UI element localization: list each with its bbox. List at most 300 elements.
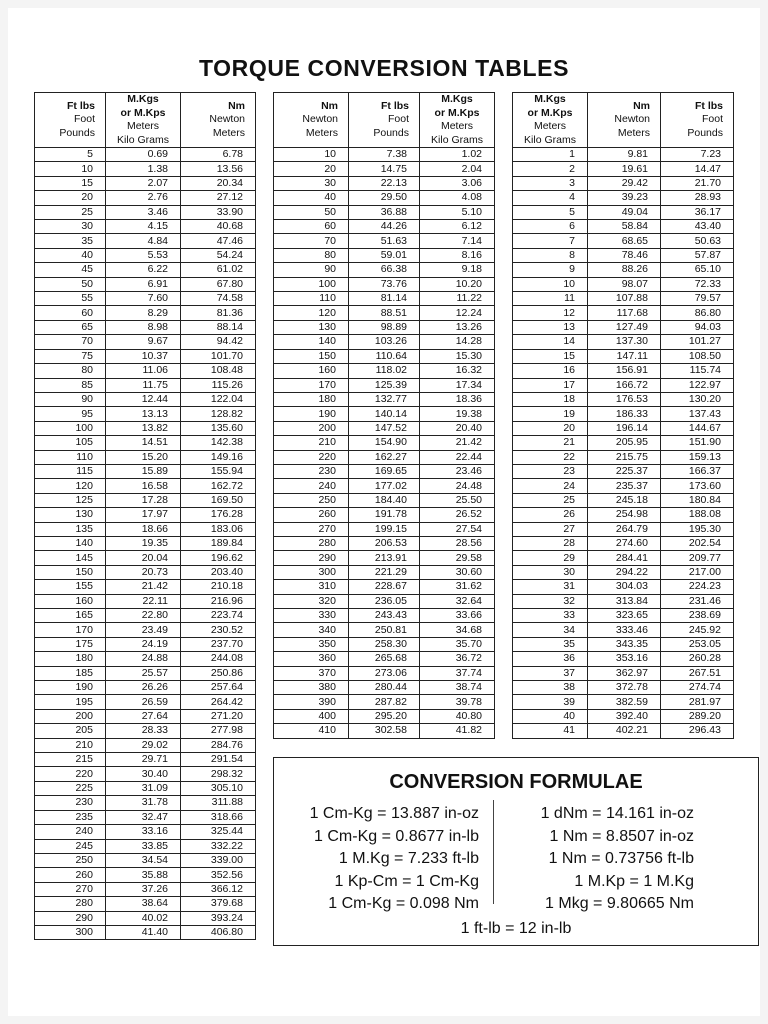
table-cell: 0.69 xyxy=(106,148,181,162)
table-cell: 16.58 xyxy=(106,479,181,493)
table-cell: 267.51 xyxy=(661,666,734,680)
table-cell: 330 xyxy=(274,609,349,623)
table-cell: 352.56 xyxy=(181,868,256,882)
table-cell: 7 xyxy=(513,234,588,248)
table-cell: 277.98 xyxy=(181,724,256,738)
table-cell: 26.52 xyxy=(420,508,495,522)
table-cell: 166.72 xyxy=(588,378,661,392)
table-cell: 270 xyxy=(35,882,106,896)
table-row xyxy=(274,320,495,334)
table-row xyxy=(274,508,495,522)
table-cell: 15.30 xyxy=(420,349,495,363)
table-cell: 21.70 xyxy=(661,176,734,190)
table-cell: 94.03 xyxy=(661,320,734,334)
table-cell: 244.08 xyxy=(181,652,256,666)
table-cell: 29.42 xyxy=(588,176,661,190)
table-cell: 68.65 xyxy=(588,234,661,248)
table-cell: 81.36 xyxy=(181,306,256,320)
table-cell: 235.37 xyxy=(588,479,661,493)
table-cell: 270 xyxy=(274,522,349,536)
table-cell: 6.12 xyxy=(420,220,495,234)
table-cell: 13.13 xyxy=(106,407,181,421)
table-cell: 137.43 xyxy=(661,407,734,421)
table-cell: 392.40 xyxy=(588,709,661,723)
column-header-line: or M.Kps xyxy=(527,106,573,119)
table-cell: 235 xyxy=(35,810,106,824)
table-cell: 11 xyxy=(513,292,588,306)
table-row xyxy=(274,666,495,680)
table-cell: 26.26 xyxy=(106,681,181,695)
table-cell: 240 xyxy=(35,825,106,839)
table-cell: 21 xyxy=(513,436,588,450)
table-cell: 240 xyxy=(274,479,349,493)
table-cell: 5.10 xyxy=(420,205,495,219)
table-cell: 101.70 xyxy=(181,349,256,363)
table-cell: 38 xyxy=(513,681,588,695)
formula-line: 1 Cm-Kg = 0.8677 in-lb xyxy=(314,827,479,845)
table-cell: 25.50 xyxy=(420,493,495,507)
formula-line: 1 M.Kg = 7.233 ft-lb xyxy=(338,850,479,867)
table-row xyxy=(35,637,256,651)
table-cell: 11.22 xyxy=(420,292,495,306)
table-cell: 380 xyxy=(274,681,349,695)
table-cell: 199.15 xyxy=(349,522,420,536)
table-row xyxy=(35,652,256,666)
table-cell: 7.38 xyxy=(349,148,420,162)
table-cell: 3.06 xyxy=(420,176,495,190)
table-cell: 210 xyxy=(35,738,106,752)
table-cell: 13.26 xyxy=(420,320,495,334)
table-cell: 8.29 xyxy=(106,306,181,320)
table-row xyxy=(513,695,734,709)
table-cell: 28 xyxy=(513,536,588,550)
table-cell: 27.12 xyxy=(181,191,256,205)
table-row xyxy=(35,335,256,349)
table-row xyxy=(513,522,734,536)
table-cell: 57.87 xyxy=(661,248,734,262)
table-cell: 25.57 xyxy=(106,666,181,680)
table-row xyxy=(274,637,495,651)
column-header xyxy=(420,93,495,148)
table-row xyxy=(35,378,256,392)
table-cell: 14.51 xyxy=(106,436,181,450)
table-cell: 20 xyxy=(274,162,349,176)
column-header-line: Ft lbs xyxy=(67,99,95,112)
table-cell: 88.51 xyxy=(349,306,420,320)
column-header xyxy=(661,93,734,148)
table-row xyxy=(513,364,734,378)
column-header-line: Pounds xyxy=(373,126,409,139)
table-cell: 221.29 xyxy=(349,565,420,579)
table-cell: 95 xyxy=(35,407,106,421)
table-cell: 18.36 xyxy=(420,392,495,406)
table-cell: 10 xyxy=(35,162,106,176)
formulae-title: CONVERSION FORMULAE xyxy=(389,771,643,793)
table-cell: 108.50 xyxy=(661,349,734,363)
table-cell: 29.58 xyxy=(420,551,495,565)
table-cell: 196.14 xyxy=(588,421,661,435)
table-row xyxy=(35,191,256,205)
table-cell: 280 xyxy=(35,897,106,911)
column-header-line: Meters xyxy=(212,126,245,139)
table-cell: 98.07 xyxy=(588,277,661,291)
table-cell: 43.40 xyxy=(661,220,734,234)
table-cell: 150 xyxy=(274,349,349,363)
table-cell: 23.49 xyxy=(106,623,181,637)
table-row xyxy=(274,162,495,176)
table-row xyxy=(513,234,734,248)
table-cell: 29.71 xyxy=(106,753,181,767)
table-row xyxy=(513,724,734,738)
table-cell: 184.40 xyxy=(349,493,420,507)
table-row xyxy=(274,364,495,378)
table-cell: 29.50 xyxy=(349,191,420,205)
column-header-line: Newton xyxy=(209,113,245,126)
table-cell: 110.64 xyxy=(349,349,420,363)
table-cell: 180.84 xyxy=(661,493,734,507)
table-row xyxy=(35,839,256,853)
table-row xyxy=(274,450,495,464)
table-cell: 147.11 xyxy=(588,349,661,363)
table-cell: 140.14 xyxy=(349,407,420,421)
table-row xyxy=(35,248,256,262)
table-cell: 236.05 xyxy=(349,594,420,608)
table-row xyxy=(35,551,256,565)
table-cell: 130.20 xyxy=(661,392,734,406)
table-cell: 15.89 xyxy=(106,464,181,478)
table-cell: 155 xyxy=(35,580,106,594)
table-cell: 107.88 xyxy=(588,292,661,306)
table-row xyxy=(35,234,256,248)
table-cell: 274.74 xyxy=(661,681,734,695)
table-cell: 28.93 xyxy=(661,191,734,205)
table-cell: 250.86 xyxy=(181,666,256,680)
table-cell: 25 xyxy=(35,205,106,219)
table-cell: 38.64 xyxy=(106,897,181,911)
table-row xyxy=(513,421,734,435)
table-cell: 90 xyxy=(35,392,106,406)
page-title: TORQUE CONVERSION TABLES xyxy=(198,55,570,81)
table-row xyxy=(35,220,256,234)
table-cell: 350 xyxy=(274,637,349,651)
table-cell: 90 xyxy=(274,263,349,277)
table-cell: 6.22 xyxy=(106,263,181,277)
table-cell: 353.16 xyxy=(588,652,661,666)
table-cell: 24 xyxy=(513,479,588,493)
table-cell: 75 xyxy=(35,349,106,363)
table-row xyxy=(274,421,495,435)
table-cell: 4.15 xyxy=(106,220,181,234)
table-cell: 10 xyxy=(513,277,588,291)
table-cell: 402.21 xyxy=(588,724,661,738)
table-cell: 186.33 xyxy=(588,407,661,421)
table-cell: 13 xyxy=(513,320,588,334)
table-cell: 61.02 xyxy=(181,263,256,277)
table-cell: 50 xyxy=(274,205,349,219)
table-row xyxy=(35,508,256,522)
table-cell: 145 xyxy=(35,551,106,565)
table-cell: 228.67 xyxy=(349,580,420,594)
table-cell: 230.52 xyxy=(181,623,256,637)
table-cell: 213.91 xyxy=(349,551,420,565)
table-cell: 135.60 xyxy=(181,421,256,435)
table-cell: 362.97 xyxy=(588,666,661,680)
table-cell: 205 xyxy=(35,724,106,738)
table-row xyxy=(513,652,734,666)
table-cell: 200 xyxy=(35,709,106,723)
table-cell: 29 xyxy=(513,551,588,565)
table-cell: 31.78 xyxy=(106,796,181,810)
table-cell: 40.80 xyxy=(420,709,495,723)
table-cell: 237.70 xyxy=(181,637,256,651)
table-row xyxy=(274,536,495,550)
table-row xyxy=(35,781,256,795)
table-cell: 190 xyxy=(274,407,349,421)
table-cell: 135 xyxy=(35,522,106,536)
table-cell: 366.12 xyxy=(181,882,256,896)
table-cell: 284.41 xyxy=(588,551,661,565)
table-cell: 128.82 xyxy=(181,407,256,421)
table-cell: 180 xyxy=(35,652,106,666)
table-cell: 15 xyxy=(35,176,106,190)
table-row xyxy=(274,436,495,450)
table-cell: 8.98 xyxy=(106,320,181,334)
table-row xyxy=(513,335,734,349)
column-header-line: Meters xyxy=(440,120,474,132)
table-cell: 30 xyxy=(35,220,106,234)
table-cell: 39.78 xyxy=(420,695,495,709)
table-row xyxy=(513,306,734,320)
table-row xyxy=(35,421,256,435)
table-cell: 58.84 xyxy=(588,220,661,234)
table-row xyxy=(513,580,734,594)
table-row xyxy=(513,220,734,234)
table-row xyxy=(35,623,256,637)
table-cell: 19 xyxy=(513,407,588,421)
table-row xyxy=(274,709,495,723)
table-cell: 40.68 xyxy=(181,220,256,234)
table-cell: 7.14 xyxy=(420,234,495,248)
table-cell: 170 xyxy=(35,623,106,637)
table-cell: 265.68 xyxy=(349,652,420,666)
table-row xyxy=(274,565,495,579)
table-cell: 9.81 xyxy=(588,148,661,162)
table-cell: 223.74 xyxy=(181,609,256,623)
table-cell: 372.78 xyxy=(588,681,661,695)
table-cell: 28.56 xyxy=(420,536,495,550)
table-cell: 250 xyxy=(35,853,106,867)
table-cell: 333.46 xyxy=(588,623,661,637)
table-row xyxy=(35,796,256,810)
table-cell: 115.74 xyxy=(661,364,734,378)
table-row xyxy=(513,551,734,565)
table-row xyxy=(35,810,256,824)
table-row xyxy=(35,364,256,378)
table-cell: 41.82 xyxy=(420,724,495,738)
table-cell: 27 xyxy=(513,522,588,536)
table-cell: 195.30 xyxy=(661,522,734,536)
table-cell: 260 xyxy=(35,868,106,882)
table-row xyxy=(513,277,734,291)
table-cell: 60 xyxy=(35,306,106,320)
table-row xyxy=(274,148,495,162)
table-cell: 400 xyxy=(274,709,349,723)
column-header xyxy=(513,93,588,148)
table-row xyxy=(513,493,734,507)
table-cell: 10.20 xyxy=(420,277,495,291)
table-cell: 73.76 xyxy=(349,277,420,291)
column-header-line: Foot xyxy=(701,113,723,126)
table-row xyxy=(35,306,256,320)
table-cell: 410 xyxy=(274,724,349,738)
table-cell: 173.60 xyxy=(661,479,734,493)
table-cell: 85 xyxy=(35,378,106,392)
table-cell: 320 xyxy=(274,594,349,608)
table-cell: 14.47 xyxy=(661,162,734,176)
table-cell: 220 xyxy=(274,450,349,464)
table-cell: 40 xyxy=(513,709,588,723)
table-cell: 2.04 xyxy=(420,162,495,176)
table-cell: 6.91 xyxy=(106,277,181,291)
table-cell: 45 xyxy=(35,263,106,277)
table-row xyxy=(513,349,734,363)
table-cell: 140 xyxy=(35,536,106,550)
table-cell: 225.37 xyxy=(588,464,661,478)
table-cell: 273.06 xyxy=(349,666,420,680)
table-row xyxy=(274,191,495,205)
table-cell: 117.68 xyxy=(588,306,661,320)
table-cell: 37.74 xyxy=(420,666,495,680)
table-cell: 125.39 xyxy=(349,378,420,392)
table-cell: 15 xyxy=(513,349,588,363)
table-row xyxy=(35,349,256,363)
table-row xyxy=(513,162,734,176)
table-cell: 339.00 xyxy=(181,853,256,867)
table-cell: 23.46 xyxy=(420,464,495,478)
table-cell: 151.90 xyxy=(661,436,734,450)
table-row xyxy=(513,176,734,190)
table-row xyxy=(513,609,734,623)
table-row xyxy=(35,292,256,306)
column-header xyxy=(588,93,661,148)
table-cell: 115 xyxy=(35,464,106,478)
table-row xyxy=(35,594,256,608)
table-cell: 149.16 xyxy=(181,450,256,464)
table-cell: 37 xyxy=(513,666,588,680)
table-cell: 127.49 xyxy=(588,320,661,334)
table-cell: 154.90 xyxy=(349,436,420,450)
table-cell: 67.80 xyxy=(181,277,256,291)
table-cell: 370 xyxy=(274,666,349,680)
table-cell: 295.20 xyxy=(349,709,420,723)
table-cell: 185 xyxy=(35,666,106,680)
table-cell: 103.26 xyxy=(349,335,420,349)
table-cell: 300 xyxy=(35,925,106,939)
table-cell: 33.90 xyxy=(181,205,256,219)
table-row xyxy=(513,637,734,651)
table-row xyxy=(35,925,256,939)
table-row xyxy=(35,464,256,478)
table-row xyxy=(35,825,256,839)
table-cell: 274.60 xyxy=(588,536,661,550)
column-header-line: Meters xyxy=(305,126,338,139)
table-cell: 10 xyxy=(274,148,349,162)
table-cell: 120 xyxy=(274,306,349,320)
table-cell: 4.08 xyxy=(420,191,495,205)
table-cell: 11.75 xyxy=(106,378,181,392)
table-cell: 264.79 xyxy=(588,522,661,536)
table-cell: 110 xyxy=(35,450,106,464)
table-row xyxy=(274,292,495,306)
table-cell: 144.67 xyxy=(661,421,734,435)
table-cell: 7.23 xyxy=(661,148,734,162)
table-cell: 360 xyxy=(274,652,349,666)
table-cell: 101.27 xyxy=(661,335,734,349)
table-cell: 294.22 xyxy=(588,565,661,579)
table-cell: 70 xyxy=(35,335,106,349)
table-cell: 210 xyxy=(274,436,349,450)
table-cell: 313.84 xyxy=(588,594,661,608)
table-cell: 40 xyxy=(35,248,106,262)
table-row xyxy=(513,565,734,579)
column-header xyxy=(274,93,349,148)
table-cell: 170 xyxy=(274,378,349,392)
table-cell: 196.62 xyxy=(181,551,256,565)
table-cell: 35.70 xyxy=(420,637,495,651)
table-cell: 30.40 xyxy=(106,767,181,781)
table-cell: 215.75 xyxy=(588,450,661,464)
column-header-line: Kilo Grams xyxy=(431,133,483,146)
column-header-line: Pounds xyxy=(59,126,95,139)
table-cell: 155.94 xyxy=(181,464,256,478)
table-cell: 202.54 xyxy=(661,536,734,550)
table-cell: 33.16 xyxy=(106,825,181,839)
table-cell: 23 xyxy=(513,464,588,478)
table-cell: 29.02 xyxy=(106,738,181,752)
formula-line: 1 dNm = 14.161 in-oz xyxy=(540,805,694,822)
table-row xyxy=(513,263,734,277)
table-cell: 115.26 xyxy=(181,378,256,392)
table-cell: 40.02 xyxy=(106,911,181,925)
table-cell: 406.80 xyxy=(181,925,256,939)
formulae-left-column xyxy=(274,803,479,916)
table-cell: 230 xyxy=(274,464,349,478)
column-header-line: Nm xyxy=(321,99,338,112)
table-cell: 280 xyxy=(274,536,349,550)
table-cell: 5 xyxy=(513,205,588,219)
table-cell: 66.38 xyxy=(349,263,420,277)
table-row xyxy=(35,897,256,911)
table-cell: 22.13 xyxy=(349,176,420,190)
table-cell: 24.19 xyxy=(106,637,181,651)
table-cell: 280.44 xyxy=(349,681,420,695)
column-header-line: Pounds xyxy=(687,126,723,139)
column-header-line: Nm xyxy=(633,99,650,112)
table-cell: 393.24 xyxy=(181,911,256,925)
table-cell: 20.04 xyxy=(106,551,181,565)
table-cell: 28.33 xyxy=(106,724,181,738)
column-header-line: Foot xyxy=(73,113,95,126)
table-cell: 40 xyxy=(274,191,349,205)
table-cell: 203.40 xyxy=(181,565,256,579)
table-cell: 254.98 xyxy=(588,508,661,522)
table-cell: 318.66 xyxy=(181,810,256,824)
table-cell: 24.48 xyxy=(420,479,495,493)
table-cell: 50.63 xyxy=(661,234,734,248)
table-cell: 217.00 xyxy=(661,565,734,579)
table-cell: 260 xyxy=(274,508,349,522)
table-cell: 80 xyxy=(274,248,349,262)
